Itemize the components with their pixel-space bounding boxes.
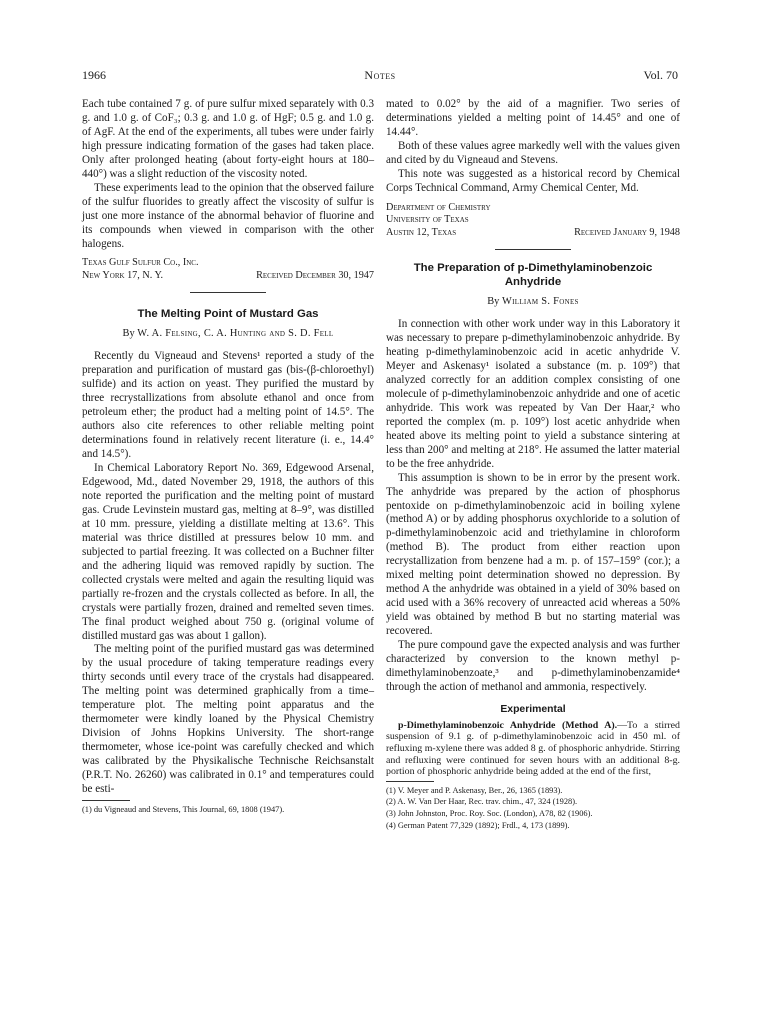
received-date: Received December 30, 1947 [256,269,374,281]
paragraph: Recently du Vigneaud and Stevens¹ reported a study of the preparation and purification of mustard gas (bis-(β-chloroethyl) sulfide) and its action on yeast. They purified the mustard by three recrystallizations from absolute ethanol and once from petroleum ether; the product had a melting point of 14.5°. The authors also cite references to other reliable melting point determinations found in relatively recent literature (i. e., 14.4° and 14.5°). [82,350,374,461]
right-column [386,98,680,831]
footnote: (4) German Patent 77,329 (1892); Frdl., 4, 173 (1899). [386,820,570,830]
byline-authors: W. A. Felsing, C. A. Hunting and S. D. Fell [137,328,334,340]
footnote-divider [386,781,434,782]
section-divider [190,292,266,293]
section-divider [495,249,571,250]
paragraph: In connection with other work under way in this Laboratory it was necessary to prepare p-dimethylaminobenzoic anhydride. By heating p-dimethylaminobenzoic acid in acetic anhydride V. Meyer and Askenasy¹ isolated a substance (m. p. 109°) that analyzed correctly for an addition complex consisting of one molecule of p-dimethylaminobenzoic anhydride and one of acetic anhydride. This work was repeated by Van Der Haar,² who reported the complex (m. p. 109°) lost acetic anhydride when heated above its melting point to yield a substance sintering at less than 200° and melting at 218°. He assumed the latter material to be the free anhydride. [386,318,680,470]
footnote: (1) V. Meyer and P. Askenasy, Ber., 26, 1365 (1893). [386,785,563,795]
received-date: Received January 9, 1948 [574,226,680,238]
paragraph: Both of these values agree markedly well with the values given and cited by du Vigneaud and Stevens. [386,139,680,166]
procedure-title: p-Dimethylaminobenzoic Anhydride (Method A). [398,719,618,731]
paragraph: This note was suggested as a historical record by Chemical Corps Technical Command, Army Chemical Center, Md. [386,167,680,194]
footnote-divider [82,800,130,801]
procedure-text: —To a stirred suspension of 9.1 g. of p-dimethylaminobenzoic acid in 450 ml. of refluxing m-xylene there was added 8 g. of phosphoric anhydride. Stirring and refluxing were continued for seven hours with an additional 8-g. portion of phosphoric anhydride being added at the end of the first, [386,719,680,778]
volume-label: Vol. 70 [643,68,678,82]
article-byline [386,295,680,309]
address-line: New York 17, N. Y. [82,269,164,281]
experimental-paragraph [386,720,680,778]
byline-prefix: By [487,296,500,308]
address-line: Department of Chemistry [386,201,491,213]
author-address [82,257,374,282]
paragraph: The pure compound gave the expected analysis and was further characterized by conversion to the known methyl p-dimethylaminobenzoate,³ and p-dimethylaminobenzamide⁴ through the action of methanol and ammonia, respectively. [386,639,680,693]
footnote: (2) A. W. Van Der Haar, Rec. trav. chim., 47, 324 (1928). [386,797,578,807]
footnote: (3) John Johnston, Proc. Roy. Soc. (London), A78, 82 (1906). [386,808,593,818]
address-line: Texas Gulf Sulfur Co., Inc. [82,257,199,269]
running-head [82,68,678,84]
paragraph: mated to 0.02° by the aid of a magnifier. Two series of determinations yielded a melting point of 14.45° and one of 14.44°. [386,98,680,138]
article-title [386,261,680,289]
paragraph: In Chemical Laboratory Report No. 369, Edgewood Arsenal, Edgewood, Md., dated November 29, 1918, the authors of this note reported the purification and the melting point of mustard gas. Crude Levinstein mustard gas, melting at 8–9°, was distilled at 10 mm. pressure, yielding a distillate melting at 13.6°. This material was thrice distilled at pressures below 10 mm. and subjected to partial freezing. It was collected on a Buchner filter and the adhering liquid was removed rapidly by suction. The collected crystals were melted and again the resulting liquid was partially re-frozen and the crystals collected as before. In all, the crystals were partially frozen, drained and remelted seven times. The final product weighed about 750 g. (original volume of distilled mustard gas was about 1 gallon). [82,462,374,642]
author-address [386,202,680,240]
paragraph: Each tube contained 7 g. of pure sulfur mixed separately with 0.3 g. and 1.0 g. of CoF₃; 0.3 g. and 1.0 g. of HgF; 0.5 g. and 1.0 g. of AgF. At the end of the experiments, all tubes were under fairly high pressure indicating formation of the gases had taken place. Only after prolonged heating (about forty-eight hours at 180–440°) was a slight reduction of the viscosity noted. [82,98,374,180]
footnote: (1) du Vigneaud and Stevens, This Journal, 69, 1808 (1947). [82,804,285,814]
left-column [82,98,374,816]
section-heading: Experimental [500,703,566,715]
address-line: Austin 12, Texas [386,226,457,238]
paragraph: These experiments lead to the opinion that the observed failure of the sulfur fluorides to greatly affect the viscosity of sulfur is just one more instance of the abnormal behavior of fluorine and its compounds when viewed in comparison with the other halogens. [82,181,374,250]
title-line: Anhydride [504,276,562,289]
article-title: The Melting Point of Mustard Gas [137,308,319,321]
title-line: The Preparation of p-Dimethylaminobenzoic [413,262,653,275]
article-byline [82,327,374,341]
paragraph: This assumption is shown to be in error by the present work. The anhydride was prepared by the action of phosphorus pentoxide on p-dimethylaminobenzoic acid in boiling xylene (method A) or by adding phosphorus oxychloride to a solution of p-dimethylaminobenzoic acid and triethylamine in chloroform (method B). The product from either reaction upon recrystallization from benzene had a m. p. of 157–159° (cor.); a mixed melting point determination showed no depression. By method A the anhydride was obtained in a yield of 30% based on acid used with a 36% recovery of unreacted acid whereas a 50% yield was obtained by method B but no starting material was recovered. [386,471,680,638]
byline-authors: William S. Fones [502,296,579,308]
page-number: 1966 [82,68,106,82]
address-line: University of Texas [386,214,469,226]
byline-prefix: By [122,328,135,340]
paragraph: The melting point of the purified mustard gas was determined by the usual procedure of taking temperature readings every thirty seconds until every trace of the crystals had disappeared. The melting point was determined graphically from a time–temperature plot. The melting point apparatus and the thermometer were kindly loaned by the Physical Chemistry Division of Johns Hopkins University. The short-range thermometer, whose ice-point was carefully checked and which was calibrated by the Physikalische Technische Reichsanstalt (P.R.T. No. 26260) was calibrated in 0.1° and temperatures could be esti- [82,643,374,795]
section-title: Notes [364,68,396,82]
